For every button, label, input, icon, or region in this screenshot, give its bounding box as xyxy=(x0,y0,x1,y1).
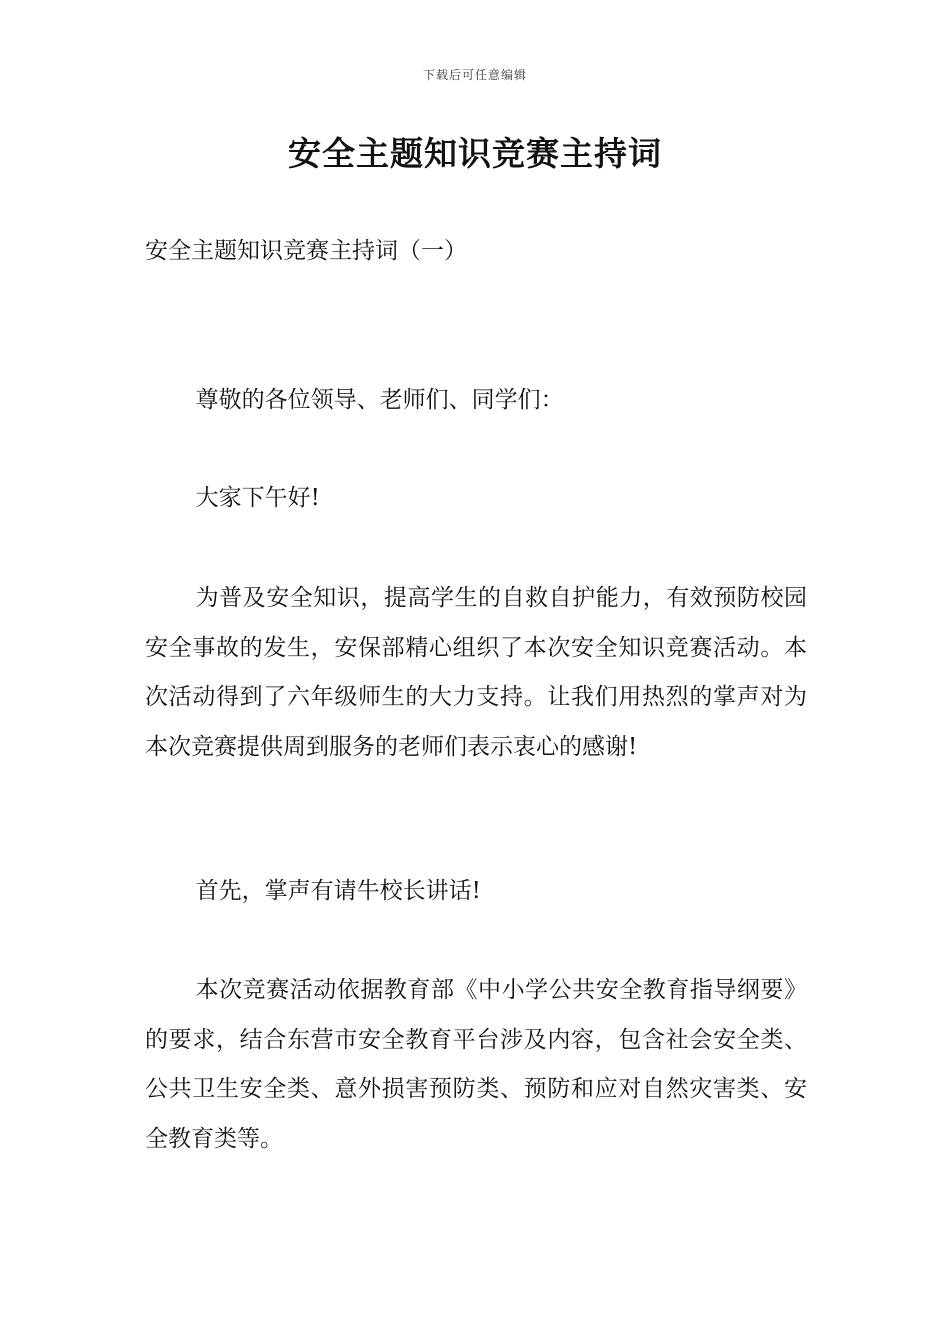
header-note: 下载后可任意编辑 xyxy=(422,68,527,82)
paragraph-competition-basis: 本次竞赛活动依据教育部《中小学公共安全教育指导纲要》的要求，结合东营市安全教育平台涉及内容，包含社会安全类、公共卫生安全类、意外损害预防类、预防和应对自然灾害类、安全教育类等。 xyxy=(145,977,807,1152)
paragraph-greeting: 尊敬的各位领导、老师们、同学们： xyxy=(195,387,564,413)
document-subtitle: 安全主题知识竞赛主持词（一） xyxy=(145,238,467,264)
paragraph-principal-speech: 首先，掌声有请牛校长讲话! xyxy=(195,878,481,904)
document-title: 安全主题知识竞赛主持词 xyxy=(288,134,662,173)
paragraph-purpose: 为普及安全知识，提高学生的自救自护能力，有效预防校园安全事故的发生，安保部精心组织了本次安全知识竞赛活动。本次活动得到了六年级师生的大力支持。让我们用热烈的掌声对为本次竞赛提供周到服务的老师们表示衷心的感谢! xyxy=(145,585,807,760)
paragraph-hello: 大家下午好! xyxy=(195,485,320,511)
